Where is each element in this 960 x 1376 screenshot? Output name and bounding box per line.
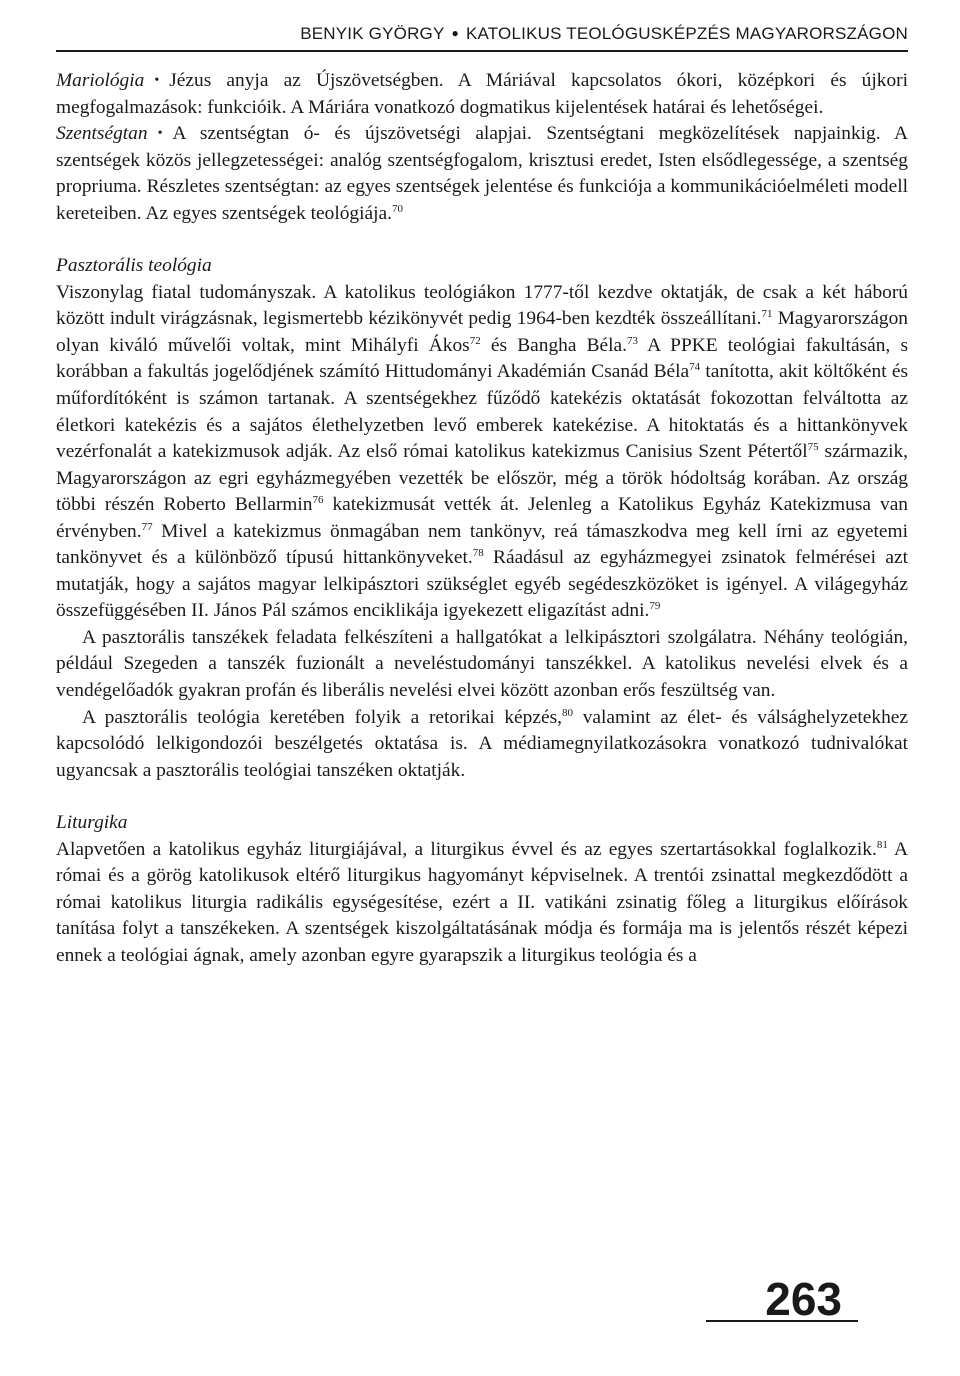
- footnote-ref: 80: [561, 706, 573, 719]
- bullet-separator-icon: ●: [451, 26, 459, 40]
- footnote-ref: 70: [391, 202, 403, 215]
- text-run: Mivel a katekizmus önmagában nem tankönyv, reá támaszkodva meg kell írni az egyetemi tankönyvet és a különböző típusú hittankönyveket.: [56, 520, 908, 569]
- text-run: Ráadásul az egyházmegyei zsinatok felmérései azt mutatják, hogy a sajátos magyar lelkipásztori szükséglet egyéb segédeszközöket is igényel. A világegyház összefüggésében II. János Pál számos enciklikája igyekezett eligazítást adni.: [56, 547, 908, 622]
- footnote-ref: 74: [689, 361, 701, 374]
- footnote-ref: 79: [649, 600, 661, 613]
- body-text: [56, 68, 908, 970]
- text-run: tanította, akit költőként és műfordítóként is számon tartanak. A szentségekhez fűződő katekézis oktatását fokozottan felváltotta az életkori katekézis és a sajátos élethelyzetben levő emberek katekézise. A hitoktatás és a hittankönyvek vezérfonalát a katekizmusok adják. Az első római katolikus katekizmus Canisius Szent Pétertől: [56, 361, 908, 463]
- section-gap: [56, 227, 908, 253]
- text-run: katekizmusát vették át. Jelenleg a Katolikus Egyház Katekizmusa van érvényben.: [56, 494, 908, 542]
- section-title-liturgika: Liturgika: [56, 812, 128, 834]
- running-head-author: BENYIK GYÖRGY: [300, 24, 445, 43]
- section-title-pasztoralis: Pasztorális teológia: [56, 255, 212, 277]
- page-number-rule: [706, 1320, 858, 1322]
- section-szentsegtan: [56, 121, 908, 227]
- text-run: Magyarországon olyan kiváló művelői voltak, mint Mihályfi Ákos: [56, 308, 908, 356]
- footnote-ref: 76: [312, 494, 324, 507]
- footnote-ref: 72: [469, 334, 481, 347]
- bullet-icon: •: [154, 73, 160, 88]
- text-run: A pasztorális teológia keretében folyik a retorikai képzés,: [82, 706, 562, 728]
- pasztoralis-paragraph-1: [56, 280, 908, 625]
- section-gap: [56, 784, 908, 810]
- szentsegtan-text: A szentségtan ó- és újszövetségi alapjai. Szentségtani megközelítések napjainkig. A szentségek közös jellegzetességei: analóg szentségfogalom, krisztusi eredet, Isten elsődlegessége, a szentség propriuma. Részletes szentségtan: az egyes szentségek jelentése és funkciója a kommunikációelméleti modell kereteiben. Az egyes szentségek teológiája.: [56, 123, 908, 224]
- footnote-ref: 78: [472, 547, 484, 560]
- mariologia-text: Jézus anyja az Újszövetségben. A Máriával kapcsolatos ókori, középkori és újkori megfogalmazások: funkcióik. A Máriára vonatkozó dogmatikus kijelentések határai és lehetőségei.: [56, 70, 908, 118]
- liturgika-paragraph: [56, 837, 908, 970]
- running-head-title: KATOLIKUS TEOLÓGUSKÉPZÉS MAGYARORSZÁGON: [465, 24, 908, 43]
- footnote-ref: 71: [761, 308, 773, 321]
- text-run: A római és a görög katolikusok eltérő liturgikus hagyományt képviselnek. A trentói zsinattal megkezdődött a római katolikus liturgia radikális egységesítése, ezért a II. vatikáni zsinatig főleg a liturgikus előírások tanítása folyt a tanszékeken. A szentségek kiszolgáltatásának módja és formája ma is jelentős részét képezi ennek a teológiai ágnak, amely azonban egyre gyarapszik a liturgikus teológia és a: [56, 838, 909, 966]
- text-run: és Bangha Béla.: [480, 334, 627, 356]
- bullet-icon: •: [157, 126, 163, 142]
- footnote-ref: 75: [807, 441, 819, 454]
- footnote-ref: 73: [626, 334, 638, 347]
- header-rule: [56, 50, 908, 52]
- page-number: 263: [765, 1273, 842, 1325]
- text-run: Viszonylag fiatal tudományszak. A katolikus teológiákon 1777-től kezdve oktatják, de csak a két háború között indult virágzásnak, legismertebb kézikönyvét pedig 1964-ben kezdték összeállítani.: [56, 281, 908, 330]
- document-page: [56, 0, 908, 1376]
- text-run: valamint az élet- és válsághelyzetekhez kapcsolódó lelkigondozói beszélgetés oktatása is. A médiamegnyilatkozásokra vonatkozó tudnivalókat ugyancsak a pasztorális teológiai tanszéken oktatják.: [56, 706, 908, 781]
- text-run: A PPKE teológiai fakultásán, s korábban a fakultás jogelődjének számító Hittudományi Akadémián Csanád Béla: [56, 334, 908, 383]
- pasztoralis-paragraph-2: A pasztorális tanszékek feladata felkészíteni a hallgatókat a lelkipásztori szolgálatra. Néhány teológián, például Szegeden a tanszék fuzionált a neveléstudományi tanszékkel. A katolikus nevelési elvek és a vendégelőadók gyakran profán és liberális nevelési elvei között azonban erős feszültség van.: [56, 626, 908, 702]
- running-head: [300, 24, 908, 44]
- pasztoralis-paragraph-3: [56, 705, 908, 785]
- footnote-ref: 81: [876, 838, 888, 851]
- section-mariologia: [56, 68, 908, 121]
- section-title-szentsegtan: Szentségtan: [56, 123, 148, 145]
- text-run: Alapvetően a katolikus egyház liturgiájával, a liturgikus évvel és az egyes szertartásokkal foglalkozik.: [56, 838, 877, 860]
- text-run: származik, Magyarországon az egri egyházmegyében vezették be először, még a török hódoltság korában. Az ország többi részén Roberto Bellarmin: [56, 441, 908, 516]
- footnote-ref: 77: [141, 520, 153, 533]
- section-title-mariologia: Mariológia: [56, 70, 145, 91]
